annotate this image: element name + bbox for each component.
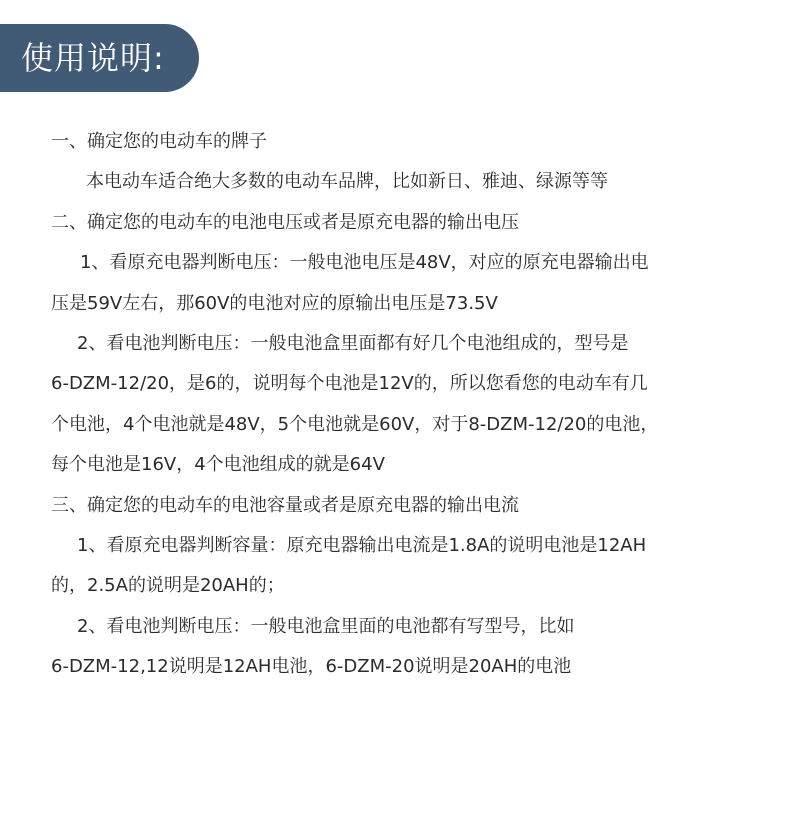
paragraph-brand: 本电动车适合绝大多数的电动车品牌，比如新日、雅迪、绿源等等 (86, 171, 608, 193)
paragraph-capacity-charger: 1、看原充电器判断容量：原充电器输出电流是1.8A的说明电池是12AH (77, 534, 647, 556)
instructions-title: 使用说明: (0, 24, 199, 92)
heading-capacity: 三、确定您的电动车的电池容量或者是原充电器的输出电流 (51, 494, 519, 516)
paragraph-voltage-battery: 2、看电池判断电压：一般电池盒里面都有好几个电池组成的，型号是 (77, 332, 629, 354)
paragraph-voltage-battery-cont-1: 6-DZM-12/20，是6的，说明每个电池是12V的，所以您看您的电动车有几 (51, 373, 648, 395)
heading-voltage: 二、确定您的电动车的电池电压或者是原充电器的输出电压 (51, 211, 519, 233)
paragraph-capacity-battery: 2、看电池判断电压：一般电池盒里面的电池都有写型号，比如 (77, 615, 575, 637)
heading-brand: 一、确定您的电动车的牌子 (51, 131, 267, 152)
paragraph-capacity-charger-cont: 的，2.5A的说明是20AH的； (51, 575, 285, 597)
paragraph-voltage-charger-cont: 压是59V左右，那60V的电池对应的原输出电压是73.5V (51, 292, 498, 314)
instructions-body (51, 132, 761, 697)
paragraph-capacity-battery-cont: 6-DZM-12,12说明是12AH电池，6-DZM-20说明是20AH的电池 (51, 656, 572, 678)
paragraph-voltage-battery-cont-2: 个电池，4个电池就是48V，5个电池就是60V，对于8-DZM-12/20的电池， (51, 413, 659, 435)
paragraph-voltage-charger: 1、看原充电器判断电压：一般电池电压是48V，对应的原充电器输出电 (80, 252, 649, 274)
paragraph-voltage-battery-cont-3: 每个电池是16V，4个电池组成的就是64V (51, 454, 385, 476)
